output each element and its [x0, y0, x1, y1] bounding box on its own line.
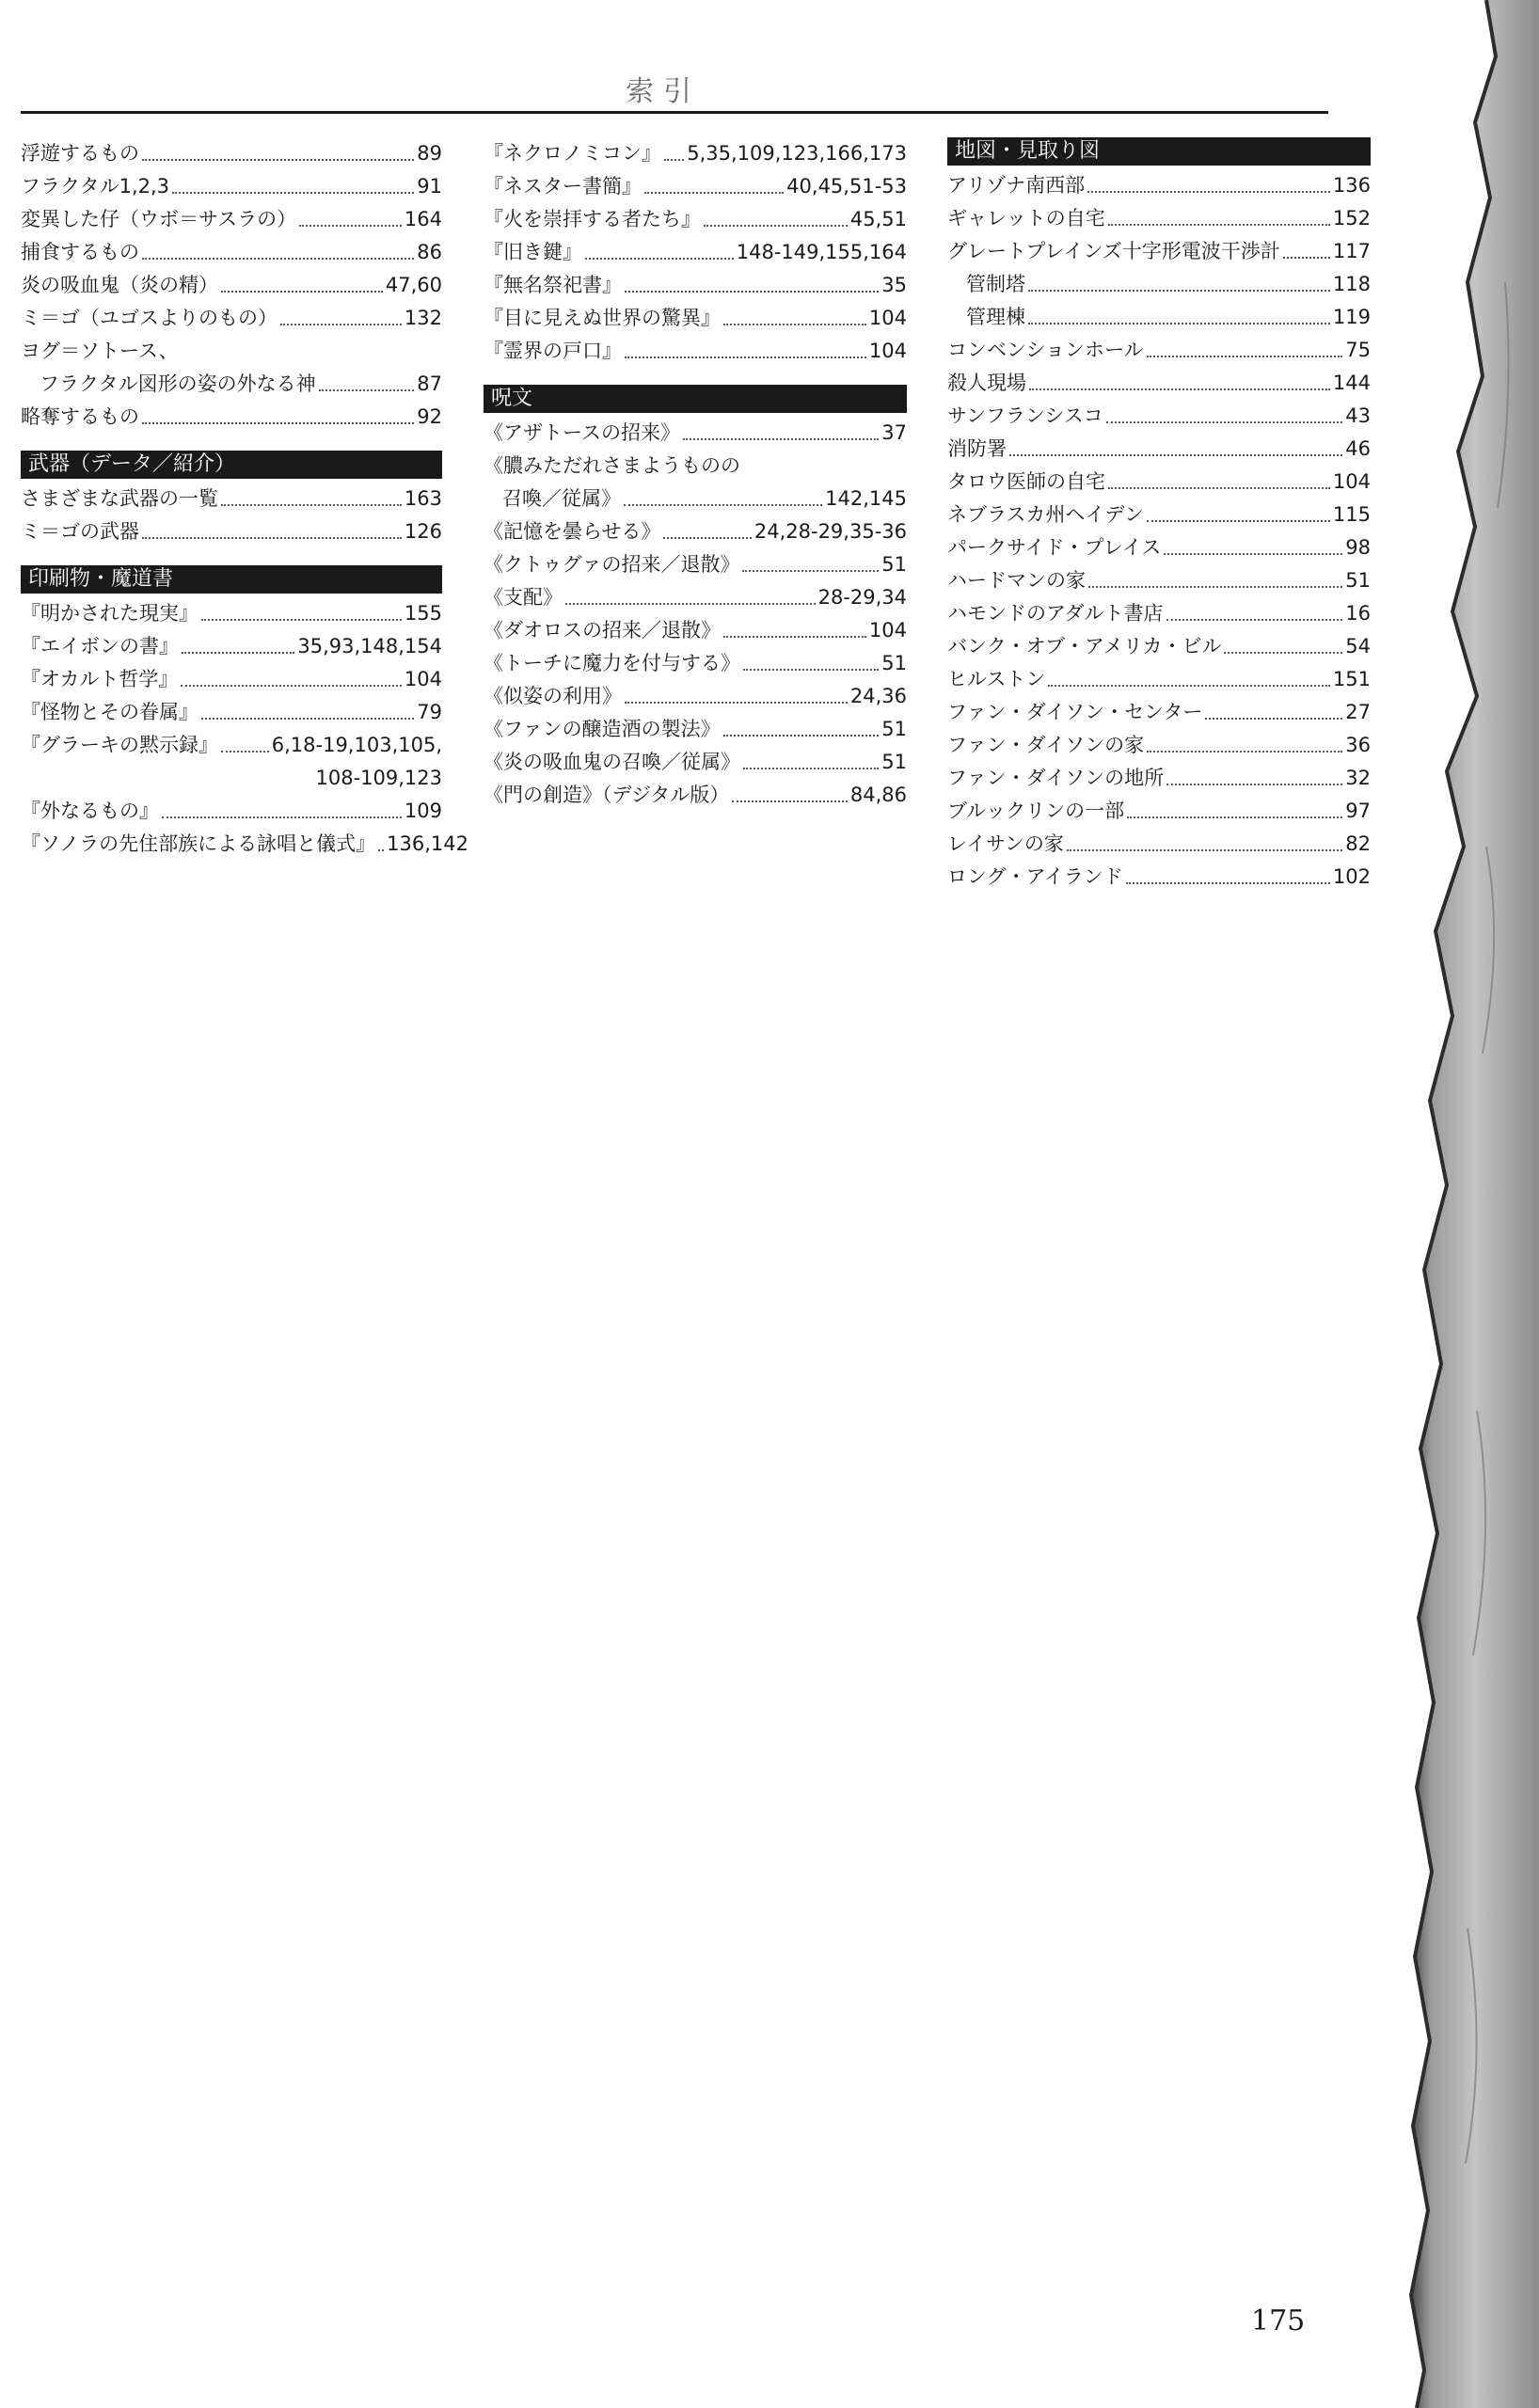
- index-entry-pages: 115: [1332, 503, 1371, 526]
- dot-leader: [1126, 882, 1330, 884]
- index-entry: [21, 368, 442, 401]
- dot-leader: [1166, 619, 1343, 621]
- dot-leader: [723, 735, 880, 737]
- index-entry-label: 《似姿の利用》: [484, 685, 622, 707]
- index-entry-label: フラクタル図形の姿の外なる神: [40, 372, 316, 395]
- index-entry: [947, 268, 1371, 301]
- index-entry-pages: 89: [417, 142, 442, 165]
- index-entry-label: 『ネスター書簡』: [484, 175, 642, 198]
- index-entry-label: ネブラスカ州ヘイデン: [947, 503, 1144, 526]
- index-entry: [21, 515, 442, 548]
- index-entry-pages: 43: [1345, 404, 1371, 427]
- index-entry-pages: 102: [1332, 865, 1371, 888]
- index-entry: [21, 236, 442, 269]
- dot-leader: [723, 636, 866, 638]
- index-entry-label: コンベンションホール: [947, 339, 1144, 361]
- index-entry: [21, 597, 442, 630]
- index-entry: [947, 696, 1371, 729]
- index-entry-pages: 126: [404, 520, 442, 543]
- index-entry-pages: 47,60: [385, 274, 442, 296]
- torn-paper-edge-image: [1392, 0, 1539, 2408]
- dot-leader: [625, 702, 848, 704]
- index-entry-pages: 118: [1332, 273, 1371, 295]
- index-entry: [484, 450, 907, 483]
- index-entry-pages: 36: [1345, 734, 1371, 756]
- dot-leader: [742, 570, 879, 572]
- index-entry-label: 《記憶を曇らせる》: [484, 520, 661, 543]
- dot-leader: [1205, 718, 1342, 720]
- dot-leader: [743, 669, 879, 671]
- index-entry-label: レイサンの家: [947, 832, 1064, 855]
- index-entry-label: ロング・アイランド: [947, 865, 1123, 888]
- index-entry-label: ヒルストン: [947, 668, 1046, 690]
- index-entry: [21, 269, 442, 302]
- index-entry: [947, 663, 1371, 696]
- index-entry: [484, 170, 907, 203]
- index-entry: [947, 828, 1371, 861]
- index-entry-pages: 91: [417, 175, 442, 198]
- index-entry-label: 『霊界の戸口』: [484, 340, 622, 362]
- index-entry: [21, 302, 442, 335]
- index-entry-label: さまざまな武器の一覧: [21, 487, 218, 510]
- index-entry-label: 《支配》: [484, 586, 563, 609]
- index-entry-pages: 84,86: [849, 784, 907, 806]
- index-entry-label: ハードマンの家: [947, 569, 1086, 592]
- index-entry: [947, 367, 1371, 400]
- index-entry-label: グレートプレインズ十字形電波干渉計: [947, 240, 1280, 262]
- dot-leader: [644, 192, 784, 194]
- index-entry: [21, 137, 442, 170]
- index-entry-label: ファン・ダイソンの地所: [947, 767, 1165, 789]
- index-entry-label: 《炎の吸血鬼の召喚／従属》: [484, 751, 740, 773]
- index-entry: [484, 269, 907, 302]
- index-column-3: [947, 137, 1371, 894]
- dot-leader: [280, 324, 402, 325]
- index-entry: [947, 301, 1371, 334]
- index-entry-pages: 104: [868, 307, 907, 329]
- index-entry: [947, 433, 1371, 466]
- index-entry: [947, 499, 1371, 531]
- index-entry-label: 炎の吸血鬼（炎の精）: [21, 274, 218, 296]
- dot-leader: [142, 159, 414, 161]
- index-entry: [947, 334, 1371, 367]
- index-entry-label: パークサイド・プレイス: [947, 536, 1162, 559]
- index-entry-label: ハモンドのアダルト書店: [947, 602, 1164, 625]
- dot-leader: [1147, 520, 1330, 522]
- index-entry-pages: 108-109,123: [315, 767, 442, 789]
- index-entry: [947, 729, 1371, 762]
- dot-leader: [1224, 652, 1342, 654]
- dot-leader: [142, 258, 414, 260]
- index-entry: [484, 746, 907, 779]
- index-entry: [21, 335, 442, 368]
- index-entry: [484, 614, 907, 647]
- index-entry-pages: 6,18-19,103,105,: [271, 734, 442, 756]
- index-entry-pages: 104: [868, 340, 907, 362]
- index-entry: [21, 795, 442, 828]
- index-entry-pages: 79: [417, 701, 442, 723]
- index-entry-label: 『エイボンの書』: [21, 635, 179, 657]
- dot-leader: [663, 537, 752, 539]
- index-entry-label: 召喚／従属》: [502, 487, 621, 510]
- index-entry-pages: 24,28-29,35-36: [754, 520, 907, 543]
- index-entry-pages: 136,142: [387, 832, 469, 855]
- index-entry-label: 浮遊するもの: [21, 142, 139, 165]
- index-entry-pages: 163: [404, 487, 442, 510]
- index-entry-pages: 51: [881, 553, 907, 576]
- dot-leader: [1283, 257, 1330, 259]
- index-entry-label: 《膿みただれさまようものの: [484, 454, 740, 477]
- dot-leader: [221, 751, 269, 752]
- index-entry-label: 捕食するもの: [21, 241, 139, 263]
- index-entry-pages: 152: [1332, 207, 1371, 230]
- index-entry-label: タロウ医師の自宅: [947, 470, 1105, 493]
- index-entry-pages: 35,93,148,154: [297, 635, 442, 657]
- index-entry-pages: 142,145: [825, 487, 907, 510]
- index-entry-label: 消防署: [947, 437, 1007, 460]
- index-entry: [947, 762, 1371, 795]
- index-entry: [484, 779, 907, 812]
- index-entry-pages: 51: [881, 652, 907, 674]
- dot-leader: [585, 258, 734, 260]
- index-entry-pages: 104: [1332, 470, 1371, 493]
- index-entry-pages: 5,35,109,123,166,173: [687, 142, 907, 165]
- section-heading: 武器（データ／紹介）: [21, 451, 442, 479]
- index-entry-pages: 16: [1345, 602, 1371, 625]
- index-entry-pages: 87: [417, 372, 442, 395]
- index-entry-pages: 54: [1345, 635, 1371, 657]
- index-entry: [484, 302, 907, 335]
- index-entry: [484, 483, 907, 515]
- index-entry-pages: 51: [881, 718, 907, 740]
- dot-leader: [1147, 356, 1343, 357]
- dot-leader: [181, 685, 402, 687]
- index-entry-label: 『怪物とその眷属』: [21, 701, 198, 723]
- index-entry-label: ヨグ＝ソトース、: [21, 340, 179, 362]
- index-entry-pages: 35: [881, 274, 907, 296]
- index-entry: [947, 861, 1371, 894]
- index-entry: [947, 235, 1371, 268]
- dot-leader: [1088, 586, 1342, 588]
- dot-leader: [162, 816, 402, 818]
- index-entry-label: 『旧き鍵』: [484, 241, 582, 263]
- index-entry-label: 『外なるもの』: [21, 800, 159, 822]
- index-entry-label: ファン・ダイソンの家: [947, 734, 1145, 756]
- section-heading: 呪文: [484, 385, 907, 413]
- index-entry-pages: 98: [1345, 536, 1371, 559]
- index-entry-pages: 27: [1345, 701, 1371, 723]
- index-entry-label: 《アザトースの招来》: [484, 421, 680, 444]
- index-entry: [947, 597, 1371, 630]
- index-entry-label: 殺人現場: [947, 372, 1026, 394]
- index-entry: [484, 203, 907, 236]
- page-header-title: 索引: [626, 75, 701, 108]
- index-entry-label: ギャレットの自宅: [947, 207, 1105, 230]
- dot-leader: [1147, 751, 1342, 752]
- dot-leader: [625, 356, 866, 358]
- index-entry: [484, 417, 907, 450]
- dot-leader: [743, 768, 879, 769]
- index-entry-pages: 104: [404, 668, 442, 690]
- index-entry-label: ミ＝ゴ（ユゴスよりのもの）: [21, 307, 278, 329]
- index-entry-pages: 92: [417, 405, 442, 428]
- dot-leader: [704, 225, 848, 227]
- dot-leader: [142, 422, 414, 424]
- index-entry: [21, 663, 442, 696]
- index-entry-label: 『オカルト哲学』: [21, 668, 179, 690]
- index-entry: [947, 531, 1371, 564]
- index-column-2: [484, 137, 907, 812]
- dot-leader: [625, 291, 879, 293]
- index-entry-pages: 86: [417, 241, 442, 263]
- index-entry-label: 変異した仔（ウボ＝サスラの）: [21, 208, 297, 230]
- index-entry: [947, 202, 1371, 235]
- index-entry: [484, 680, 907, 713]
- dot-leader: [1048, 685, 1330, 687]
- index-entry-pages: 155: [404, 602, 442, 625]
- index-entry-label: サンフランシスコ: [947, 404, 1103, 427]
- index-entry: [21, 170, 442, 203]
- index-entry-pages: 117: [1332, 240, 1371, 262]
- index-entry-label: 『ネクロノミコン』: [484, 142, 661, 165]
- index-entry-pages: 51: [1345, 569, 1371, 592]
- index-entry-label: 《ファンの醸造酒の製法》: [484, 718, 721, 740]
- section-heading: 印刷物・魔道書: [21, 565, 442, 594]
- index-entry: [21, 630, 442, 663]
- index-entry: [947, 466, 1371, 499]
- dot-leader: [1067, 849, 1342, 851]
- index-entry: [947, 795, 1371, 828]
- dot-leader: [1108, 487, 1330, 489]
- index-entry: [21, 762, 442, 795]
- index-entry-label: アリゾナ南西部: [947, 174, 1086, 197]
- index-entry-pages: 45,51: [849, 208, 907, 230]
- index-entry: [947, 169, 1371, 202]
- dot-leader: [1028, 323, 1330, 325]
- dot-leader: [221, 504, 402, 506]
- index-entry-label: フラクタル1,2,3: [21, 175, 170, 198]
- index-entry-pages: 144: [1332, 372, 1371, 394]
- index-entry-label: 管理棟: [966, 306, 1025, 328]
- index-entry: [947, 564, 1371, 597]
- index-entry-label: バンク・オブ・アメリカ・ビル: [947, 635, 1222, 657]
- index-entry-label: 『明かされた現実』: [21, 602, 198, 625]
- index-entry-pages: 148-149,155,164: [736, 241, 907, 263]
- index-entry-label: 《クトゥグァの招来／退散》: [484, 553, 740, 576]
- dot-leader: [683, 438, 879, 440]
- dot-leader: [299, 225, 402, 227]
- dot-leader: [1108, 224, 1330, 226]
- index-entry-pages: 97: [1345, 800, 1371, 822]
- index-entry-pages: 28-29,34: [817, 586, 907, 609]
- dot-leader: [201, 619, 402, 621]
- index-entry: [484, 581, 907, 614]
- index-entry-pages: 75: [1345, 339, 1371, 361]
- index-entry: [21, 203, 442, 236]
- dot-leader: [182, 652, 294, 654]
- index-entry-label: 『目に見えぬ世界の驚異』: [484, 307, 721, 329]
- dot-leader: [1164, 553, 1342, 555]
- index-entry-label: ファン・ダイソン・センター: [947, 701, 1203, 723]
- dot-leader: [1127, 816, 1342, 818]
- index-entry: [484, 137, 907, 170]
- index-entry-label: 《トーチに魔力を付与する》: [484, 652, 740, 674]
- index-entry: [21, 828, 469, 861]
- dot-leader: [378, 849, 384, 851]
- index-entry-label: 《ダオロスの招来／退散》: [484, 619, 721, 642]
- index-entry: [21, 696, 442, 729]
- index-entry-pages: 82: [1345, 832, 1371, 855]
- dot-leader: [1166, 784, 1342, 785]
- dot-leader: [172, 192, 414, 194]
- index-entry-label: 『火を崇拝する者たち』: [484, 208, 701, 230]
- dot-leader: [221, 291, 383, 293]
- dot-leader: [723, 324, 866, 325]
- index-column-1: [21, 137, 469, 861]
- index-entry-pages: 136: [1332, 174, 1371, 197]
- section-heading: 地図・見取り図: [947, 137, 1371, 166]
- index-entry-label: 『ソノラの先住部族による詠唱と儀式』: [21, 832, 376, 855]
- dot-leader: [142, 537, 402, 539]
- dot-leader: [201, 718, 414, 720]
- index-entry-pages: 40,45,51-53: [786, 175, 907, 198]
- index-entry-label: 管制塔: [966, 273, 1025, 295]
- index-entry-label: 『無名祭祀書』: [484, 274, 622, 296]
- index-entry-pages: 37: [881, 421, 907, 444]
- index-entry: [21, 401, 442, 434]
- index-entry-pages: 24,36: [849, 685, 907, 707]
- index-entry-pages: 109: [404, 800, 442, 822]
- dot-leader: [1087, 191, 1330, 193]
- index-entry-label: 《門の創造》（デジタル版）: [484, 784, 730, 806]
- index-entry-pages: 32: [1345, 767, 1371, 789]
- index-entry-pages: 104: [868, 619, 907, 642]
- index-entry: [484, 335, 907, 368]
- dot-leader: [565, 603, 816, 605]
- dot-leader: [732, 800, 848, 802]
- index-entry-pages: 164: [404, 208, 442, 230]
- dot-leader: [1106, 421, 1342, 423]
- index-entry: [484, 548, 907, 581]
- index-entry: [484, 515, 907, 548]
- dot-leader: [1028, 290, 1330, 292]
- header-rule: [21, 111, 1328, 114]
- dot-leader: [319, 389, 415, 391]
- index-entry-pages: 51: [881, 751, 907, 773]
- index-entry-pages: 46: [1345, 437, 1371, 460]
- index-entry-pages: 119: [1332, 306, 1371, 328]
- index-entry-label: 略奪するもの: [21, 405, 139, 428]
- dot-leader: [664, 159, 684, 161]
- index-entry: [21, 483, 442, 515]
- index-entry: [484, 647, 907, 680]
- dot-leader: [624, 504, 822, 506]
- index-entry: [947, 400, 1371, 433]
- page-number: 175: [1251, 2305, 1306, 2337]
- index-entry-label: ブルックリンの一部: [947, 800, 1125, 822]
- index-entry-pages: 151: [1332, 668, 1371, 690]
- dot-leader: [1009, 454, 1342, 456]
- index-entry: [484, 236, 907, 269]
- index-entry-label: ミ＝ゴの武器: [21, 520, 139, 543]
- index-entry: [484, 713, 907, 746]
- index-entry-pages: 132: [404, 307, 442, 329]
- index-entry: [21, 729, 442, 762]
- index-entry: [947, 630, 1371, 663]
- index-entry-label: 『グラーキの黙示録』: [21, 734, 218, 756]
- dot-leader: [1029, 388, 1330, 390]
